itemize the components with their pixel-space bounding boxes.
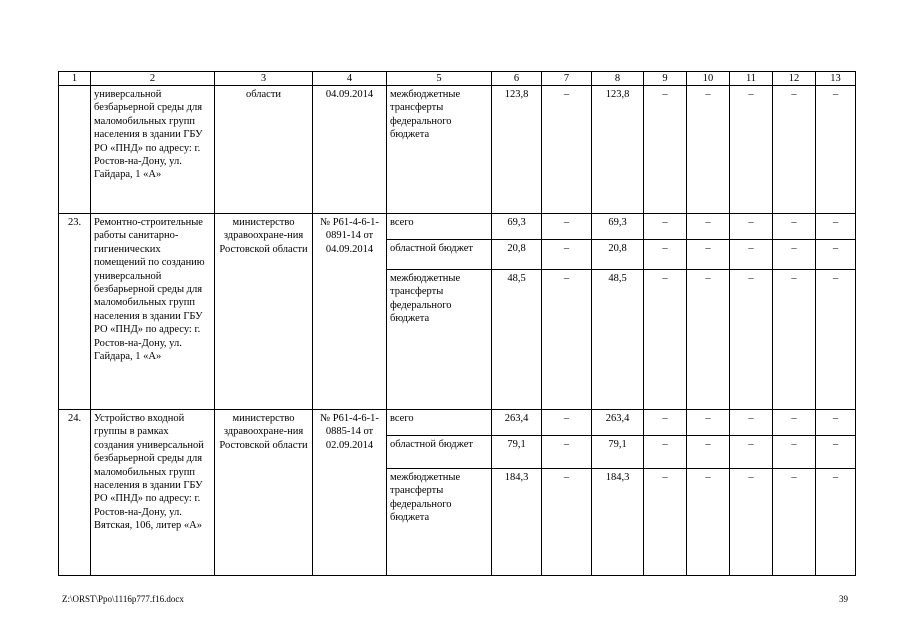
funding-source: межбюджетные трансферты федерального бюджета	[387, 270, 492, 410]
column-number-3: 3	[215, 72, 313, 86]
amount-c13: –	[816, 436, 856, 469]
amount-c8: 20,8	[592, 240, 644, 270]
column-number-4: 4	[313, 72, 387, 86]
amount-c9: –	[644, 436, 687, 469]
amount-c9: –	[644, 270, 687, 410]
amount-c6: 263,4	[492, 410, 542, 436]
work-description: Устройство входной группы в рамках создания универсальной безбарьерной среды для маломобильных групп населения в здании ГБУ РО «ПНД» по адресу: г. Ростов-на-Дону, ул. Вятская, 106, литер «А»	[91, 410, 215, 576]
amount-c8: 123,8	[592, 86, 644, 214]
column-number-8: 8	[592, 72, 644, 86]
amount-c10: –	[687, 469, 730, 576]
amount-c12: –	[773, 214, 816, 240]
responsible-org: министерство здравоохране-ния Ростовской области	[215, 214, 313, 410]
page-number: 39	[839, 594, 848, 604]
amount-c9: –	[644, 469, 687, 576]
amount-c13: –	[816, 410, 856, 436]
amount-c11: –	[730, 436, 773, 469]
amount-c7: –	[542, 469, 592, 576]
amount-c7: –	[542, 86, 592, 214]
amount-c11: –	[730, 240, 773, 270]
amount-c6: 184,3	[492, 469, 542, 576]
amount-c13: –	[816, 214, 856, 240]
funding-source: всего	[387, 214, 492, 240]
amount-c13: –	[816, 86, 856, 214]
column-number-1: 1	[59, 72, 91, 86]
amount-c9: –	[644, 410, 687, 436]
amount-c8: 263,4	[592, 410, 644, 436]
amount-c12: –	[773, 469, 816, 576]
column-number-6: 6	[492, 72, 542, 86]
funding-source: областной бюджет	[387, 436, 492, 469]
amount-c8: 48,5	[592, 270, 644, 410]
amount-c7: –	[542, 240, 592, 270]
amount-c11: –	[730, 469, 773, 576]
document-ref: № Р61-4-6-1-0891-14 от 04.09.2014	[313, 214, 387, 410]
funding-source: межбюджетные трансферты федерального бюджета	[387, 86, 492, 214]
file-path: Z:\ORST\Ppo\1116p777.f16.docx	[62, 594, 184, 604]
amount-c7: –	[542, 410, 592, 436]
amount-c11: –	[730, 410, 773, 436]
funding-source: всего	[387, 410, 492, 436]
amount-c6: 123,8	[492, 86, 542, 214]
responsible-org: области	[215, 86, 313, 214]
document-ref: № Р61-4-6-1-0885-14 от 02.09.2014	[313, 410, 387, 576]
table-row	[59, 410, 856, 436]
amount-c9: –	[644, 214, 687, 240]
amount-c7: –	[542, 270, 592, 410]
amount-c9: –	[644, 240, 687, 270]
amount-c9: –	[644, 86, 687, 214]
table-row	[59, 214, 856, 240]
amount-c12: –	[773, 436, 816, 469]
amount-c12: –	[773, 86, 816, 214]
amount-c8: 79,1	[592, 436, 644, 469]
amount-c10: –	[687, 240, 730, 270]
table-row	[59, 86, 856, 214]
column-number-7: 7	[542, 72, 592, 86]
column-number-row	[59, 72, 856, 86]
column-number-10: 10	[687, 72, 730, 86]
amount-c10: –	[687, 270, 730, 410]
amount-c12: –	[773, 240, 816, 270]
amount-c6: 69,3	[492, 214, 542, 240]
work-description: универсальной безбарьерной среды для маломобильных групп населения в здании ГБУ РО «ПНД» по адресу: г. Ростов-на-Дону, ул. Гайдара, 1 «А»	[91, 86, 215, 214]
amount-c11: –	[730, 86, 773, 214]
amount-c11: –	[730, 270, 773, 410]
amount-c10: –	[687, 436, 730, 469]
amount-c10: –	[687, 214, 730, 240]
column-number-13: 13	[816, 72, 856, 86]
document-ref: 04.09.2014	[313, 86, 387, 214]
column-number-2: 2	[91, 72, 215, 86]
amount-c7: –	[542, 436, 592, 469]
amount-c13: –	[816, 469, 856, 576]
row-number: 24.	[59, 410, 91, 576]
funding-source: межбюджетные трансферты федерального бюджета	[387, 469, 492, 576]
work-description: Ремонтно-строительные работы санитарно-гигиенических помещений по созданию универсальной безбарьерной среды для маломобильных групп населения в здании ГБУ РО «ПНД» по адресу: г. Ростов-на-Дону, ул. Гайдара, 1 «А»	[91, 214, 215, 410]
column-number-5: 5	[387, 72, 492, 86]
amount-c12: –	[773, 270, 816, 410]
column-number-9: 9	[644, 72, 687, 86]
table-body	[59, 72, 856, 576]
amount-c7: –	[542, 214, 592, 240]
amount-c12: –	[773, 410, 816, 436]
column-number-11: 11	[730, 72, 773, 86]
amount-c6: 79,1	[492, 436, 542, 469]
responsible-org: министерство здравоохране-ния Ростовской области	[215, 410, 313, 576]
amount-c10: –	[687, 410, 730, 436]
budget-table	[58, 71, 856, 576]
amount-c10: –	[687, 86, 730, 214]
column-number-12: 12	[773, 72, 816, 86]
amount-c6: 20,8	[492, 240, 542, 270]
row-number	[59, 86, 91, 214]
row-number: 23.	[59, 214, 91, 410]
amount-c13: –	[816, 240, 856, 270]
funding-source: областной бюджет	[387, 240, 492, 270]
amount-c8: 184,3	[592, 469, 644, 576]
amount-c13: –	[816, 270, 856, 410]
amount-c6: 48,5	[492, 270, 542, 410]
amount-c11: –	[730, 214, 773, 240]
amount-c8: 69,3	[592, 214, 644, 240]
